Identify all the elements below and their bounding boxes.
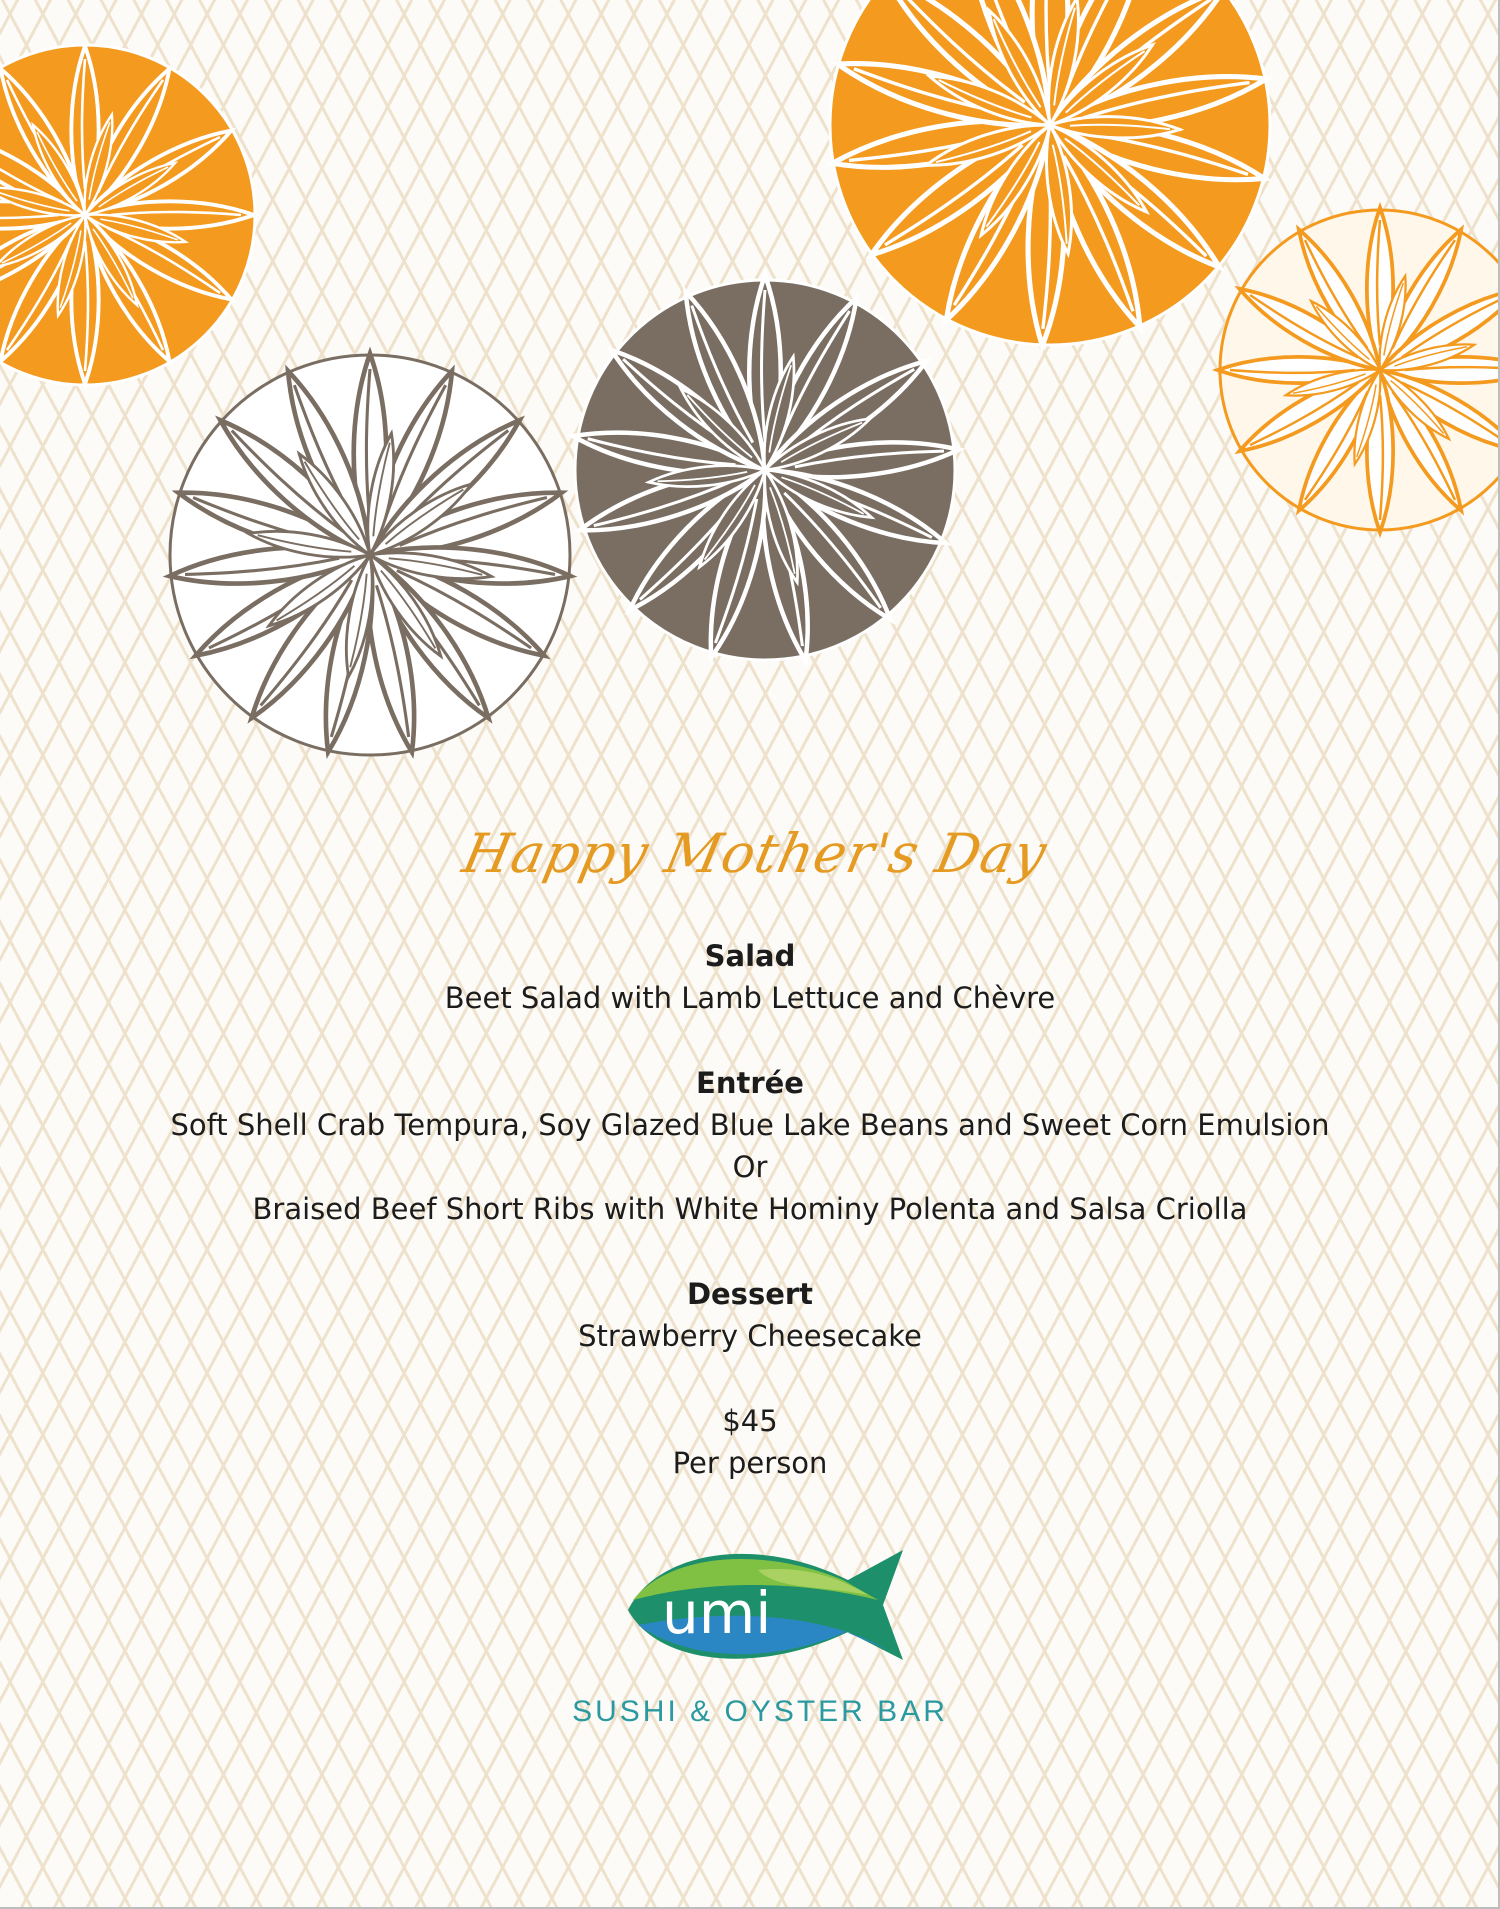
salad-section [0, 935, 1500, 1019]
entree-heading: Entrée [696, 1066, 804, 1100]
menu-body [0, 935, 1500, 1527]
outline-flower-left [168, 354, 572, 756]
entree-option-1: Soft Shell Crab Tempura, Soy Glazed Blue Lake Beans and Sweet Corn Emulsion [170, 1108, 1330, 1142]
logo-tagline: SUSHI & OYSTER BAR [572, 1695, 948, 1728]
entree-section [0, 1062, 1500, 1230]
price-amount: $45 [722, 1404, 778, 1438]
salad-item: Beet Salad with Lamb Lettuce and Chèvre [444, 981, 1056, 1015]
entree-option-2: Braised Beef Short Ribs with White Hominy Polenta and Salsa Criolla [252, 1192, 1248, 1226]
entree-separator: Or [732, 1150, 768, 1184]
umi-logo [618, 1540, 908, 1670]
price-unit: Per person [672, 1446, 828, 1480]
orange-flower-top-right [829, 0, 1270, 346]
price-section [0, 1400, 1500, 1484]
salad-heading: Salad [704, 939, 796, 973]
brown-flower-center [570, 275, 960, 664]
logo-wordmark: umi [662, 1579, 772, 1647]
floral-header-illustration [0, 0, 1500, 870]
dessert-heading: Dessert [686, 1277, 814, 1311]
dessert-section [0, 1273, 1500, 1357]
dessert-item: Strawberry Cheesecake [578, 1319, 922, 1353]
orange-outline-flower-right [1218, 208, 1500, 533]
greeting-title: Happy Mother's Day [457, 822, 1053, 885]
orange-flower-top-left [0, 45, 255, 385]
